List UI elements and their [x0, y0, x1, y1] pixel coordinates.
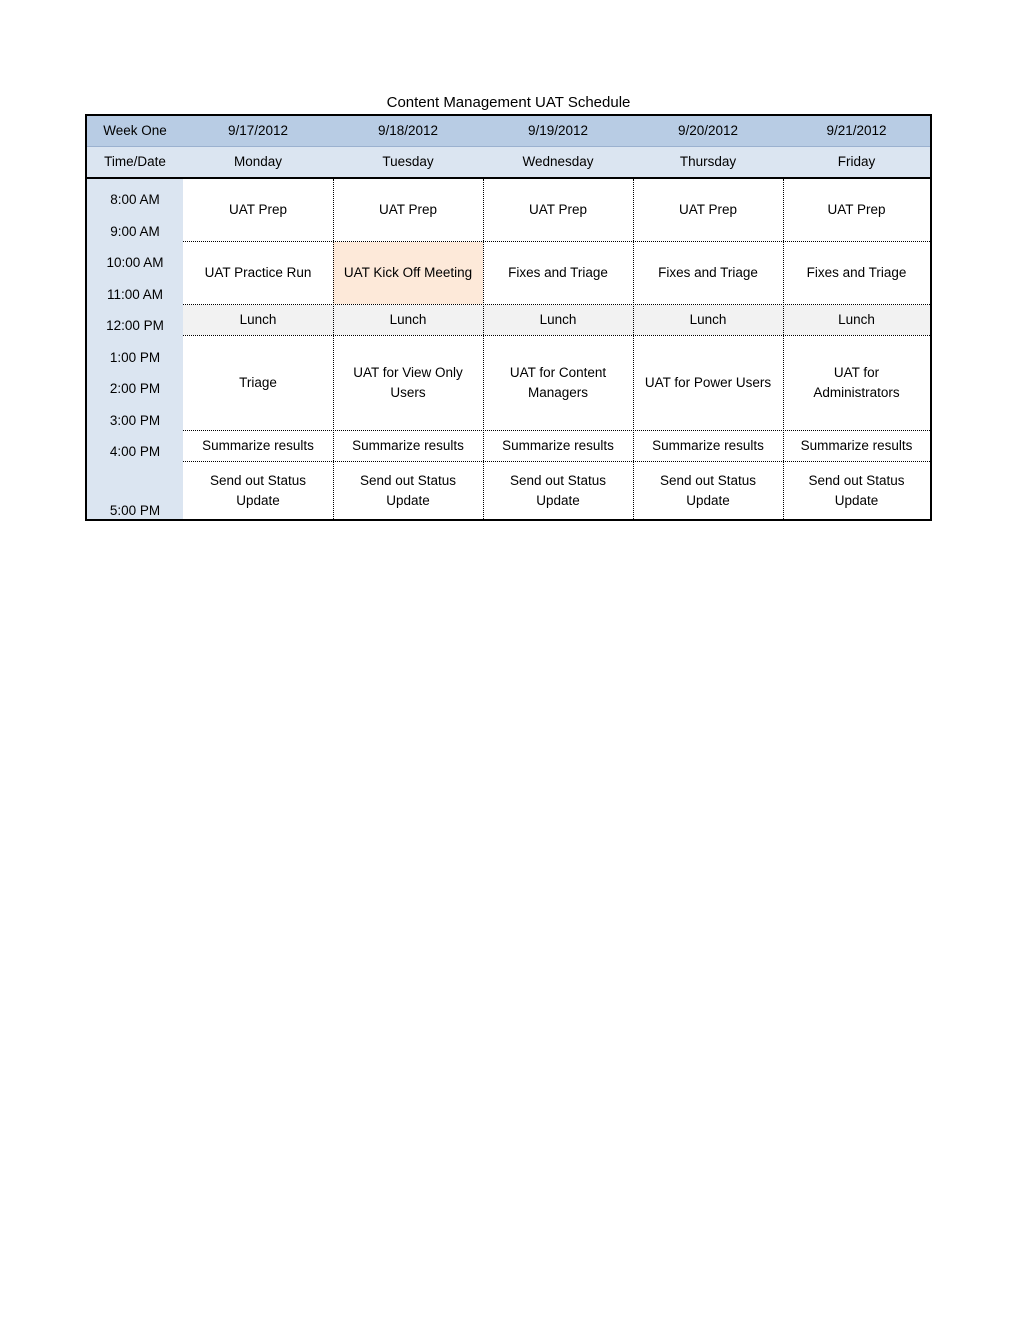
row-divider	[183, 335, 930, 336]
time-label: 3:00 PM	[109, 413, 161, 428]
schedule-cell: Send out Status Update	[209, 472, 307, 508]
schedule-cell: Send out Status Update	[509, 472, 607, 508]
time-label: 5:00 PM	[109, 503, 161, 518]
schedule-cell: Send out Status Update	[359, 472, 457, 508]
schedule-cell: UAT for Power Users	[644, 375, 772, 390]
row-divider	[183, 241, 930, 242]
row-divider	[183, 430, 930, 431]
time-label: 11:00 AM	[106, 287, 164, 302]
day-friday: Friday	[783, 147, 930, 177]
row-divider	[183, 461, 930, 462]
column-divider	[483, 179, 484, 519]
kickoff-meeting-cell: UAT Kick Off Meeting	[333, 242, 483, 304]
row-divider	[183, 304, 930, 305]
schedule-cell: Summarize results	[502, 438, 614, 453]
schedule-cell: UAT for Content Managers	[509, 365, 607, 400]
day-thursday: Thursday	[633, 147, 783, 177]
time-label: 4:00 PM	[109, 444, 161, 459]
schedule-cell: Summarize results	[202, 438, 314, 453]
schedule-cell: Summarize results	[652, 438, 764, 453]
date-monday: 9/17/2012	[183, 116, 333, 146]
column-divider	[333, 179, 334, 519]
time-date-label: Time/Date	[87, 147, 183, 177]
schedule-cell: Send out Status Update	[808, 472, 905, 508]
schedule-cell: UAT Practice Run	[204, 265, 312, 280]
date-wednesday: 9/19/2012	[483, 116, 633, 146]
schedule-cell: UAT Prep	[827, 202, 886, 217]
schedule-cell: UAT for View Only Users	[353, 365, 463, 400]
schedule-cell: UAT for Administrators	[813, 365, 900, 400]
lunch-cell: Lunch	[633, 305, 783, 335]
time-label: 12:00 PM	[106, 318, 164, 333]
schedule-cell: UAT Prep	[378, 202, 438, 217]
schedule-cell: Fixes and Triage	[658, 265, 758, 280]
date-friday: 9/21/2012	[783, 116, 930, 146]
schedule-cell: Fixes and Triage	[508, 265, 608, 280]
day-wednesday: Wednesday	[483, 147, 633, 177]
column-divider	[783, 179, 784, 519]
lunch-cell: Lunch	[483, 305, 633, 335]
time-label: 9:00 AM	[110, 224, 160, 239]
schedule-cell: Summarize results	[800, 438, 913, 453]
schedule-cell: UAT Prep	[528, 202, 588, 217]
time-label: 1:00 PM	[109, 350, 161, 365]
week-label: Week One	[87, 116, 183, 146]
lunch-cell: Lunch	[333, 305, 483, 335]
schedule-cell: Summarize results	[352, 438, 464, 453]
day-monday: Monday	[183, 147, 333, 177]
date-tuesday: 9/18/2012	[333, 116, 483, 146]
day-tuesday: Tuesday	[333, 147, 483, 177]
schedule-table	[85, 114, 932, 521]
lunch-cell: Lunch	[783, 305, 930, 335]
date-thursday: 9/20/2012	[633, 116, 783, 146]
lunch-cell: Lunch	[183, 305, 333, 335]
schedule-cell: Send out Status Update	[659, 472, 757, 508]
column-divider	[633, 179, 634, 519]
schedule-cell: Triage	[239, 375, 277, 390]
time-label: 8:00 AM	[110, 192, 160, 207]
schedule-cell: UAT Prep	[228, 202, 288, 217]
schedule-title: Content Management UAT Schedule	[386, 94, 631, 111]
schedule-cell: UAT Prep	[678, 202, 738, 217]
time-label: 10:00 AM	[106, 255, 164, 270]
schedule-cell: Fixes and Triage	[806, 265, 907, 280]
time-label: 2:00 PM	[109, 381, 161, 396]
